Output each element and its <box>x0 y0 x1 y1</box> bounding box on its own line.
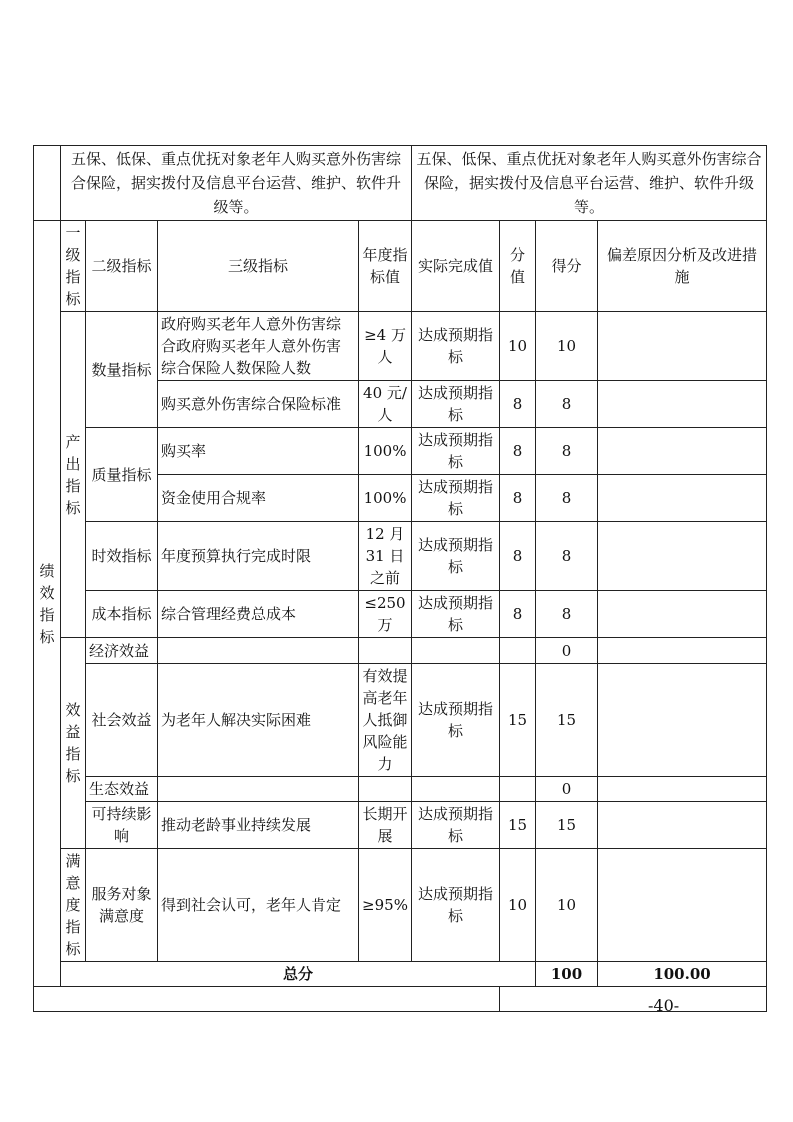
level3-cell: 得到社会认可，老年人肯定 <box>158 849 359 962</box>
table-row <box>34 664 767 777</box>
weight-cell: 8 <box>500 381 536 428</box>
header-target: 年度指标值 <box>359 221 412 312</box>
table-row <box>34 522 767 591</box>
level2-cell: 生态效益 <box>86 777 158 802</box>
table-row <box>34 428 767 475</box>
reason-cell <box>598 638 767 664</box>
level3-cell <box>158 638 359 664</box>
reason-cell <box>598 849 767 962</box>
total-label: 总分 <box>61 962 536 987</box>
header-level1: 一级指标 <box>61 221 86 312</box>
level2-cell: 经济效益 <box>86 638 158 664</box>
target-cell: 100% <box>359 475 412 522</box>
total-weight: 100 <box>536 962 598 987</box>
level3-cell: 政府购买老年人意外伤害综合政府购买老年人意外伤害综合保险人数保险人数 <box>158 312 359 381</box>
level2-cell: 社会效益 <box>86 664 158 777</box>
header-level2: 二级指标 <box>86 221 158 312</box>
target-cell: 40 元/人 <box>359 381 412 428</box>
reason-cell <box>598 664 767 777</box>
actual-cell: 达成预期指标 <box>412 849 500 962</box>
level2-cell: 成本指标 <box>86 591 158 638</box>
score-cell: 8 <box>536 381 598 428</box>
actual-cell <box>412 777 500 802</box>
table-row <box>34 849 767 962</box>
level2-cell: 服务对象满意度 <box>86 849 158 962</box>
level3-cell: 购买意外伤害综合保险标准 <box>158 381 359 428</box>
page-number: -40- <box>648 996 680 1015</box>
weight-cell <box>500 777 536 802</box>
weight-cell: 10 <box>500 849 536 962</box>
target-cell <box>359 638 412 664</box>
score-cell: 8 <box>536 428 598 475</box>
header-level3: 三级指标 <box>158 221 359 312</box>
level2-cell: 质量指标 <box>86 428 158 522</box>
level3-cell: 年度预算执行完成时限 <box>158 522 359 591</box>
target-cell: 有效提高老年人抵御风险能力 <box>359 664 412 777</box>
score-cell: 10 <box>536 312 598 381</box>
weight-cell: 15 <box>500 802 536 849</box>
weight-cell: 15 <box>500 664 536 777</box>
goal-row <box>34 146 767 221</box>
actual-cell: 达成预期指标 <box>412 664 500 777</box>
table-header-row <box>34 221 767 312</box>
goal-text-right: 五保、低保、重点优抚对象老年人购买意外伤害综合保险，据实拨付及信息平台运营、维护、软件升级等。 <box>412 146 767 221</box>
level3-cell: 推动老龄事业持续发展 <box>158 802 359 849</box>
score-cell: 0 <box>536 638 598 664</box>
score-cell: 8 <box>536 522 598 591</box>
goal-text-left: 五保、低保、重点优抚对象老年人购买意外伤害综合保险，据实拨付及信息平台运营、维护、软件升级等。 <box>61 146 412 221</box>
target-cell: ≤250 万 <box>359 591 412 638</box>
target-cell: 100% <box>359 428 412 475</box>
reason-cell <box>598 522 767 591</box>
level2-cell: 可持续影响 <box>86 802 158 849</box>
actual-cell: 达成预期指标 <box>412 591 500 638</box>
table-row <box>34 638 767 664</box>
target-cell: 12 月 31 日之前 <box>359 522 412 591</box>
target-cell: ≥95% <box>359 849 412 962</box>
score-cell: 8 <box>536 475 598 522</box>
actual-cell: 达成预期指标 <box>412 475 500 522</box>
group-performance-label: 绩效指标 <box>34 221 61 987</box>
table-row <box>34 591 767 638</box>
level3-cell: 资金使用合规率 <box>158 475 359 522</box>
header-reason: 偏差原因分析及改进措施 <box>598 221 767 312</box>
reason-cell <box>598 312 767 381</box>
level3-cell: 为老年人解决实际困难 <box>158 664 359 777</box>
score-cell: 0 <box>536 777 598 802</box>
target-cell: 长期开展 <box>359 802 412 849</box>
actual-cell: 达成预期指标 <box>412 428 500 475</box>
reason-cell <box>598 802 767 849</box>
reason-cell <box>598 381 767 428</box>
goal-empty-cell <box>34 146 61 221</box>
weight-cell: 8 <box>500 522 536 591</box>
weight-cell: 8 <box>500 591 536 638</box>
table-row <box>34 802 767 849</box>
reason-cell <box>598 428 767 475</box>
actual-cell: 达成预期指标 <box>412 802 500 849</box>
total-row <box>34 962 767 987</box>
weight-cell: 8 <box>500 475 536 522</box>
blank-cell <box>34 987 500 1012</box>
target-cell <box>359 777 412 802</box>
level3-cell <box>158 777 359 802</box>
blank-cell <box>500 987 767 1012</box>
actual-cell: 达成预期指标 <box>412 522 500 591</box>
category-satisfaction-label: 满意度指标 <box>61 849 86 962</box>
reason-cell <box>598 777 767 802</box>
level2-cell: 时效指标 <box>86 522 158 591</box>
actual-cell: 达成预期指标 <box>412 381 500 428</box>
actual-cell <box>412 638 500 664</box>
score-cell: 15 <box>536 802 598 849</box>
performance-table <box>33 145 767 1012</box>
total-score: 100.00 <box>598 962 767 987</box>
level2-cell: 数量指标 <box>86 312 158 428</box>
weight-cell: 8 <box>500 428 536 475</box>
level3-cell: 综合管理经费总成本 <box>158 591 359 638</box>
header-score: 得分 <box>536 221 598 312</box>
header-actual: 实际完成值 <box>412 221 500 312</box>
target-cell: ≥4 万人 <box>359 312 412 381</box>
weight-cell <box>500 638 536 664</box>
reason-cell <box>598 475 767 522</box>
level3-cell: 购买率 <box>158 428 359 475</box>
weight-cell: 10 <box>500 312 536 381</box>
table-row <box>34 312 767 381</box>
category-benefit-label: 效益指标 <box>61 638 86 849</box>
header-weight: 分值 <box>500 221 536 312</box>
table-row <box>34 777 767 802</box>
score-cell: 10 <box>536 849 598 962</box>
reason-cell <box>598 591 767 638</box>
score-cell: 8 <box>536 591 598 638</box>
category-output-label: 产出指标 <box>61 312 86 638</box>
score-cell: 15 <box>536 664 598 777</box>
actual-cell: 达成预期指标 <box>412 312 500 381</box>
